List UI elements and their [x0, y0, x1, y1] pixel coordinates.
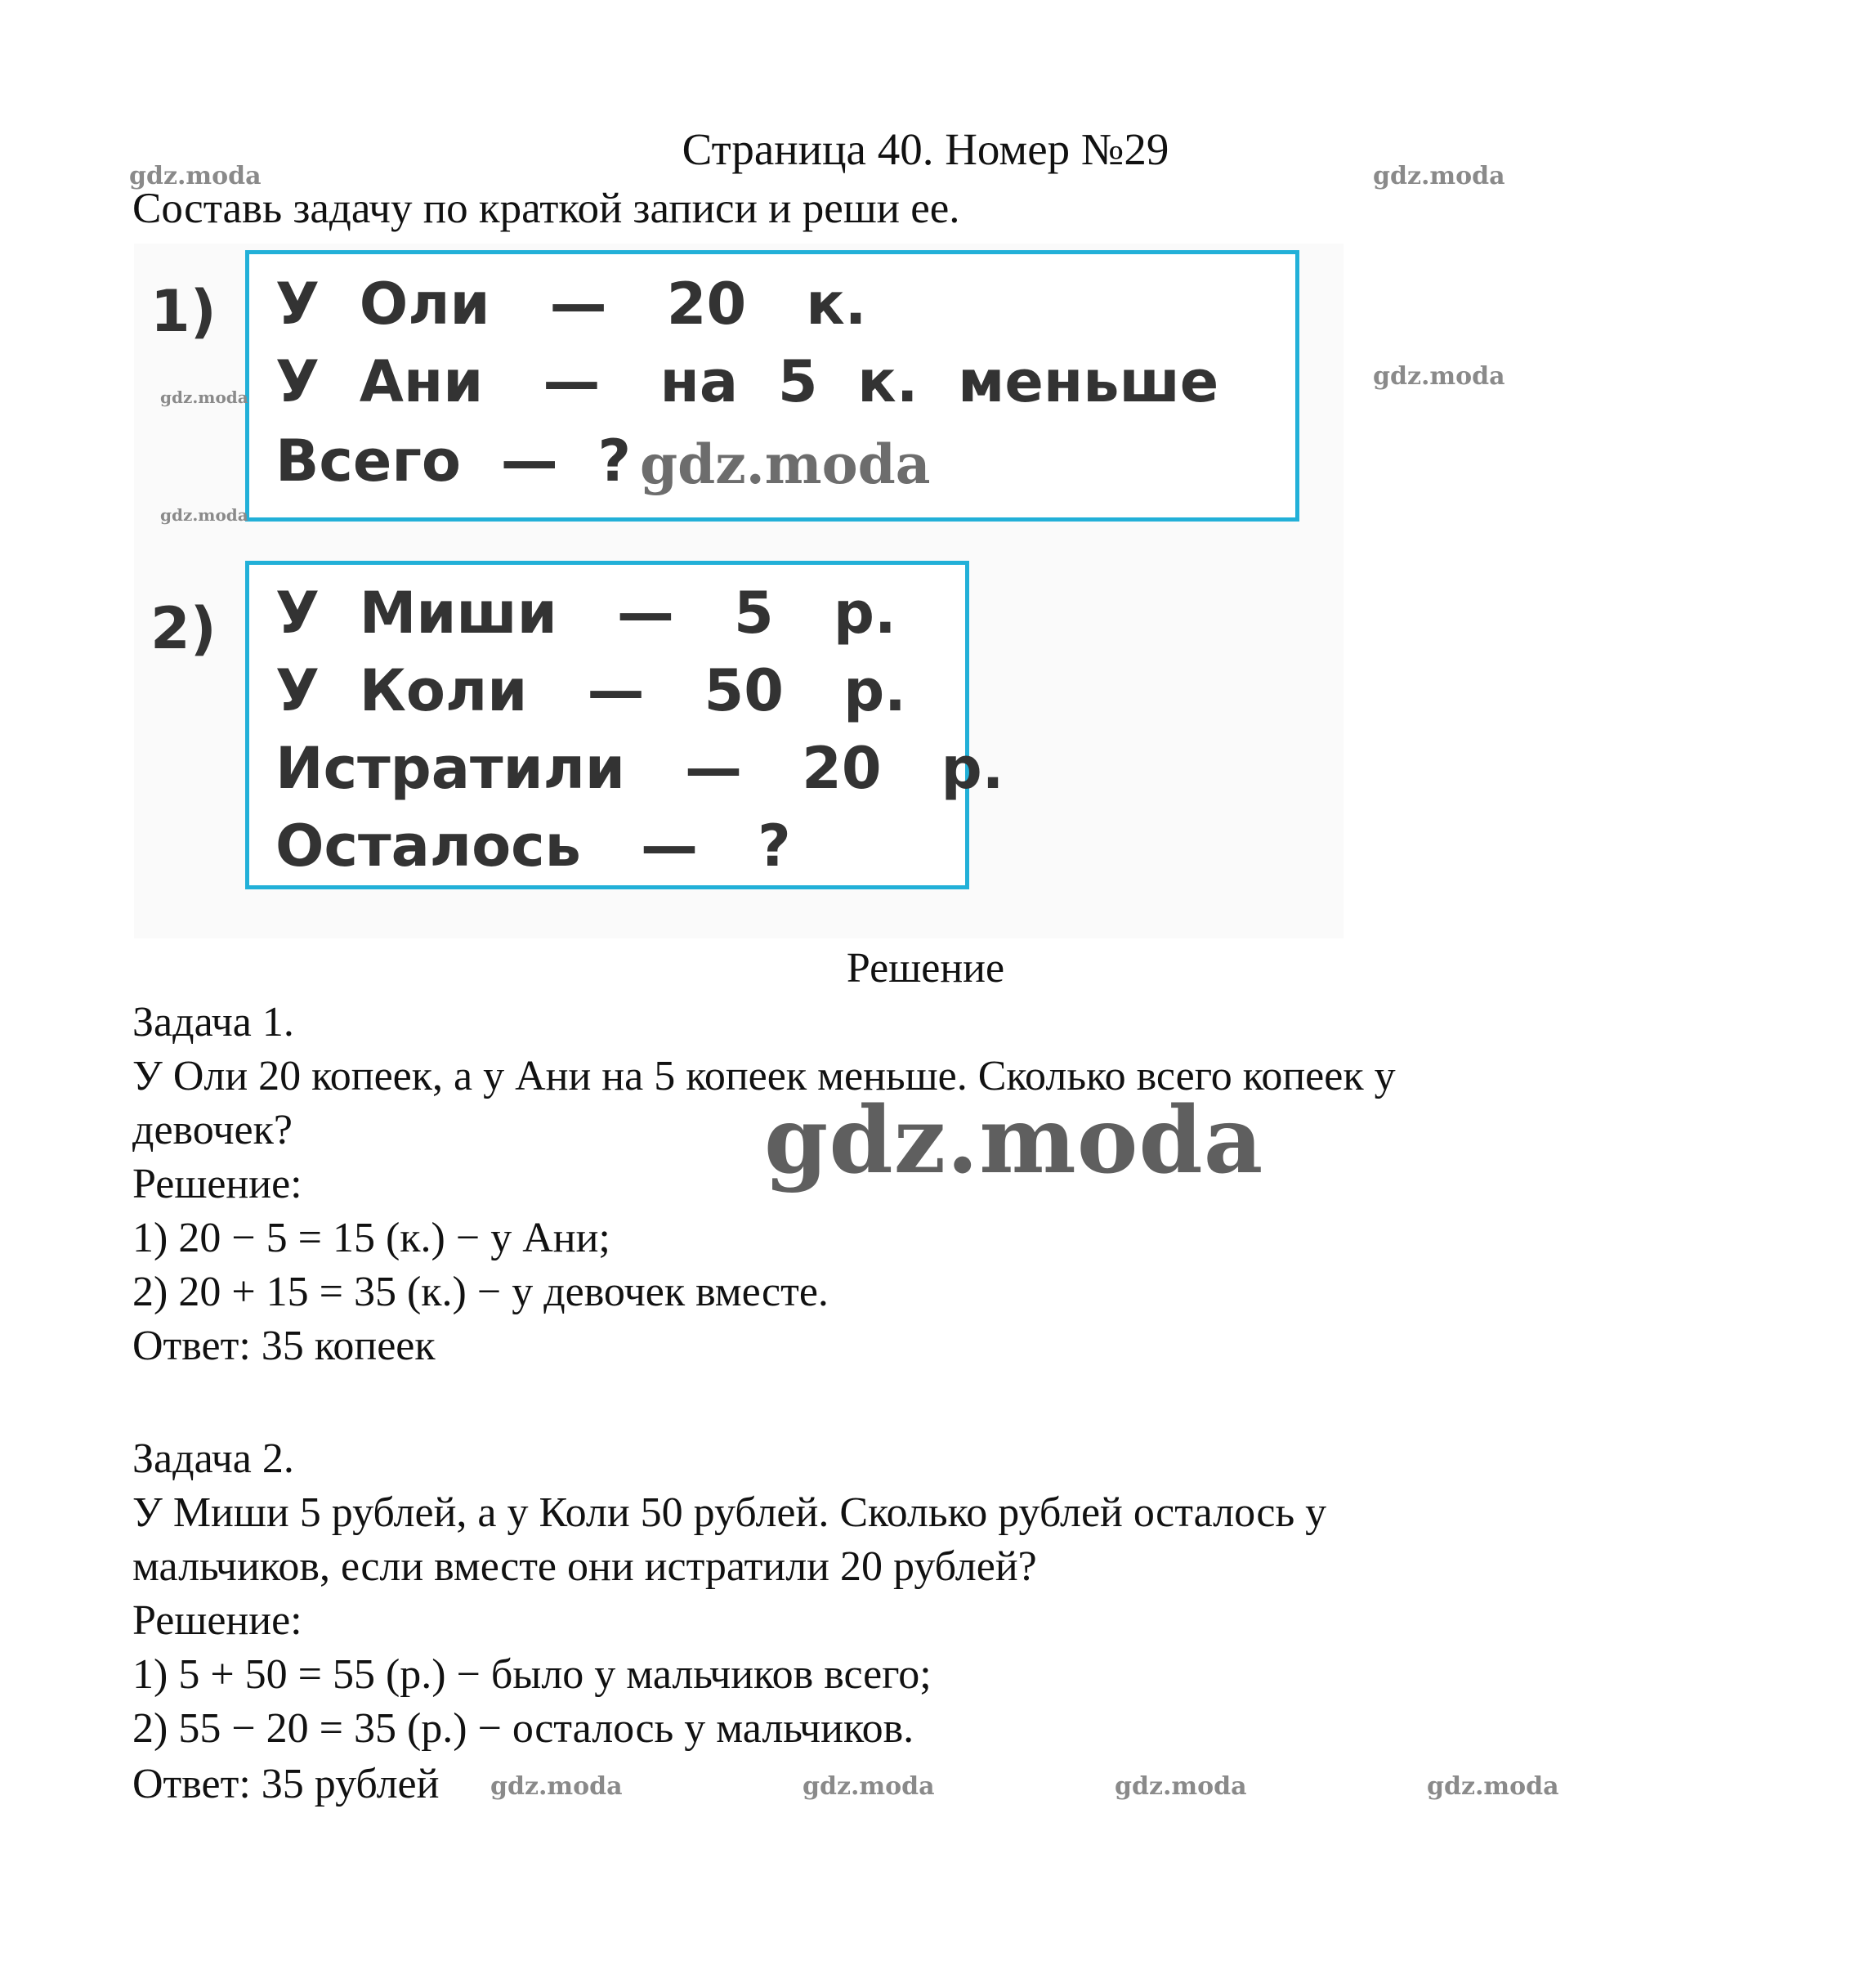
watermark: gdz.moda	[490, 1772, 623, 1801]
task1-line-2: У Ани — на 5 к. меньше	[275, 348, 1219, 415]
task1-step2: 2) 20 + 15 = 35 (к.) − у девочек вместе.	[132, 1269, 829, 1315]
watermark: gdz.moda	[803, 1772, 935, 1801]
watermark: gdz.moda	[1373, 162, 1505, 190]
task1-step1: 1) 20 − 5 = 15 (к.) − у Ани;	[132, 1215, 610, 1261]
watermark: gdz.moda	[1427, 1772, 1559, 1801]
task1-solution-label: Решение:	[132, 1161, 302, 1207]
task2-step2: 2) 55 − 20 = 35 (р.) − осталось у мальчиков.	[132, 1705, 914, 1752]
task2-line-1: У Миши — 5 р.	[275, 580, 896, 647]
task2-line-4: Осталось — ?	[275, 813, 791, 880]
solution-heading: Решение	[846, 945, 1005, 992]
task2-box	[245, 561, 1004, 889]
watermark: gdz.moda	[764, 1087, 1264, 1194]
task1-number: 1)	[150, 278, 217, 345]
watermark: gdz.moda	[129, 162, 262, 190]
task2-line-2: У Коли — 50 р.	[275, 657, 906, 724]
task1-label: Задача 1.	[132, 999, 294, 1045]
task2-line-3: Истратили — 20 р.	[275, 735, 1004, 802]
task1-text-line2: девочек?	[132, 1107, 293, 1153]
task1-text-line1: У Оли 20 копеек, а у Ани на 5 копеек меньше. Сколько всего копеек у	[132, 1053, 1396, 1099]
task2-solution-label: Решение:	[132, 1597, 302, 1644]
instruction-text: Составь задачу по краткой записи и реши ее.	[132, 185, 960, 232]
watermark: gdz.moda	[1373, 362, 1505, 391]
watermark: gdz.moda	[640, 432, 931, 496]
task2-text-line2: мальчиков, если вместе они истратили 20 рублей?	[132, 1543, 1037, 1590]
task2-answer: Ответ: 35 рублей	[132, 1761, 440, 1807]
watermark: gdz.moda	[1115, 1772, 1247, 1801]
task1-line-1: У Оли — 20 к.	[275, 271, 867, 338]
textbook-figure	[134, 244, 1344, 938]
task2-step1: 1) 5 + 50 = 55 (р.) − было у мальчиков всего;	[132, 1651, 932, 1698]
watermark: gdz.moda	[160, 387, 248, 407]
task2-label: Задача 2.	[132, 1435, 294, 1482]
task1-box	[245, 250, 1299, 522]
task1-answer: Ответ: 35 копеек	[132, 1323, 436, 1369]
task1-line-3: Всего — ?	[275, 428, 632, 495]
task2-text-line1: У Миши 5 рублей, а у Коли 50 рублей. Сколько рублей осталось у	[132, 1489, 1327, 1536]
task2-number: 2)	[150, 595, 217, 662]
page-title: Страница 40. Номер №29	[682, 124, 1169, 174]
watermark: gdz.moda	[160, 505, 248, 525]
